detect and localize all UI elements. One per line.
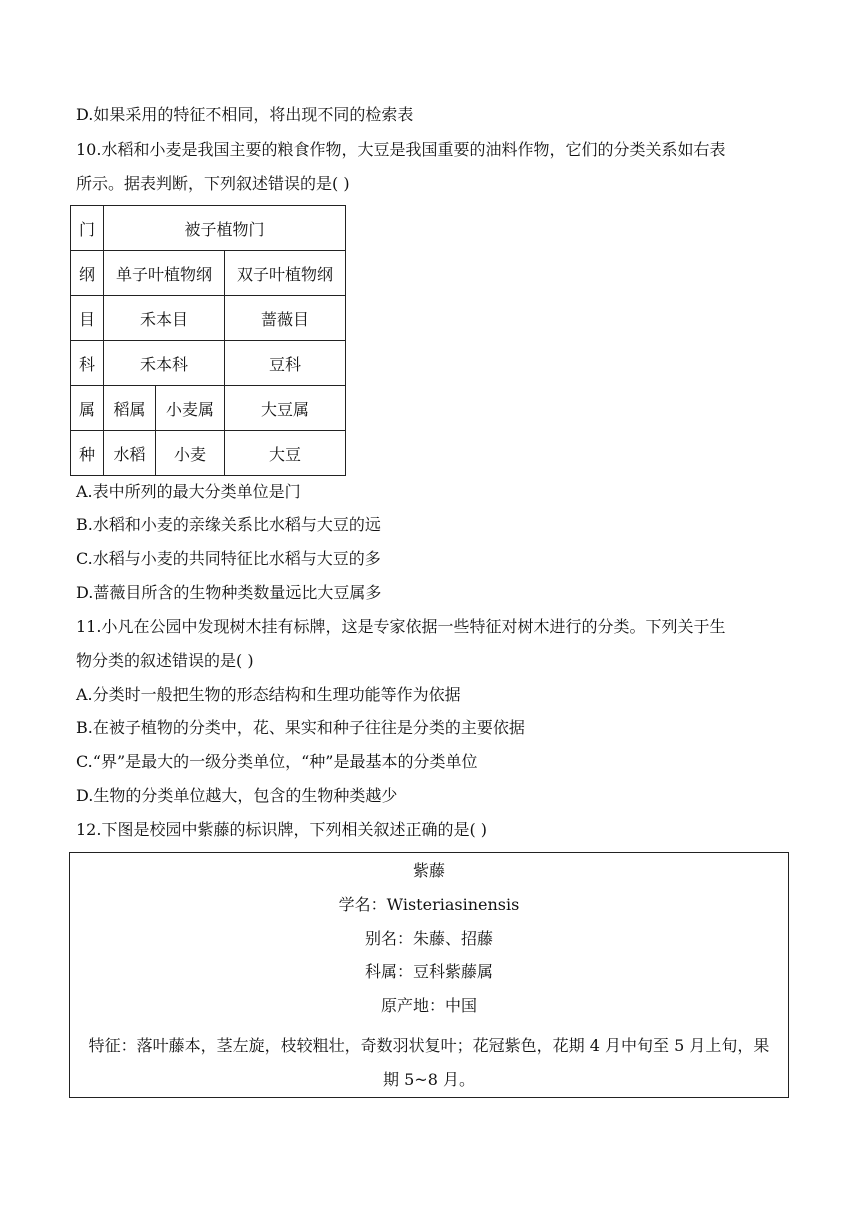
rank-order: 目 bbox=[71, 296, 104, 341]
rank-phylum: 门 bbox=[71, 206, 104, 251]
q10-option-c: C.水稻与小麦的共同特征比水稻与大豆的多 bbox=[76, 549, 381, 568]
cell-rosales-order: 蔷薇目 bbox=[225, 296, 346, 341]
rank-class: 纲 bbox=[71, 251, 104, 296]
q9-option-d: D.如果采用的特征不相同，将出现不同的检索表 bbox=[76, 105, 414, 124]
wisteria-label-sign bbox=[69, 852, 789, 1098]
q12-stem: 12.下图是校园中紫藤的标识牌，下列相关叙述正确的是( ) bbox=[76, 820, 488, 839]
table-row-genus bbox=[71, 386, 346, 431]
cell-wheat-species: 小麦 bbox=[156, 431, 225, 476]
table-row-class bbox=[71, 251, 346, 296]
q11-option-c: C.“界”是最大的一级分类单位，“种”是最基本的分类单位 bbox=[76, 752, 478, 771]
sign-plant-name: 紫藤 bbox=[412, 861, 445, 880]
cell-poaceae-family: 禾本科 bbox=[104, 341, 225, 386]
cell-glycine-genus: 大豆属 bbox=[225, 386, 346, 431]
q11-option-d: D.生物的分类单位越大，包含的生物种类越少 bbox=[76, 786, 398, 805]
cell-oryza-genus: 稻属 bbox=[104, 386, 156, 431]
cell-triticum-genus: 小麦属 bbox=[156, 386, 225, 431]
q10-stem-line2: 所示。据表判断，下列叙述错误的是( ) bbox=[76, 174, 350, 193]
q10-option-d: D.蔷薇目所含的生物种类数量远比大豆属多 bbox=[76, 583, 382, 602]
cell-fabaceae-family: 豆科 bbox=[225, 341, 346, 386]
sign-family-genus: 科属：豆科紫藤属 bbox=[364, 962, 493, 981]
sign-aliases: 别名：朱藤、招藤 bbox=[364, 929, 493, 948]
cell-rice-species: 水稻 bbox=[104, 431, 156, 476]
q11-stem-line1: 11.小凡在公园中发现树木挂有标牌，这是专家依据一些特征对树木进行的分类。下列关于生 bbox=[76, 617, 726, 636]
q11-option-a: A.分类时一般把生物的形态结构和生理功能等作为依据 bbox=[76, 685, 461, 704]
cell-soybean-species: 大豆 bbox=[225, 431, 346, 476]
cell-monocot-class: 单子叶植物纲 bbox=[104, 251, 225, 296]
q10-stem-line1: 10.水稻和小麦是我国主要的粮食作物，大豆是我国重要的油料作物，它们的分类关系如右表 bbox=[76, 140, 726, 159]
rank-genus: 属 bbox=[71, 386, 104, 431]
sign-origin: 原产地：中国 bbox=[380, 996, 477, 1015]
table-row-species bbox=[71, 431, 346, 476]
table-row-family bbox=[71, 341, 346, 386]
rank-species: 种 bbox=[71, 431, 104, 476]
q10-option-a: A.表中所列的最大分类单位是门 bbox=[76, 482, 301, 501]
classification-table bbox=[70, 205, 346, 476]
cell-angiosperm-phylum: 被子植物门 bbox=[104, 206, 346, 251]
sign-scientific-name: 学名：Wisteriasinensis bbox=[338, 895, 520, 914]
sign-features: 特征：落叶藤本，茎左旋，枝较粗壮，奇数羽状复叶；花冠紫色，花期 4 月中旬至 5 月上旬，果期 5~8 月。 bbox=[88, 1036, 770, 1089]
table-row-order bbox=[71, 296, 346, 341]
rank-family: 科 bbox=[71, 341, 104, 386]
cell-dicot-class: 双子叶植物纲 bbox=[225, 251, 346, 296]
cell-poales-order: 禾本目 bbox=[104, 296, 225, 341]
q10-option-b: B.水稻和小麦的亲缘关系比水稻与大豆的远 bbox=[76, 515, 381, 534]
table-row-phylum bbox=[71, 206, 346, 251]
q11-option-b: B.在被子植物的分类中，花、果实和种子往往是分类的主要依据 bbox=[76, 718, 525, 737]
q11-stem-line2: 物分类的叙述错误的是( ) bbox=[76, 651, 254, 670]
